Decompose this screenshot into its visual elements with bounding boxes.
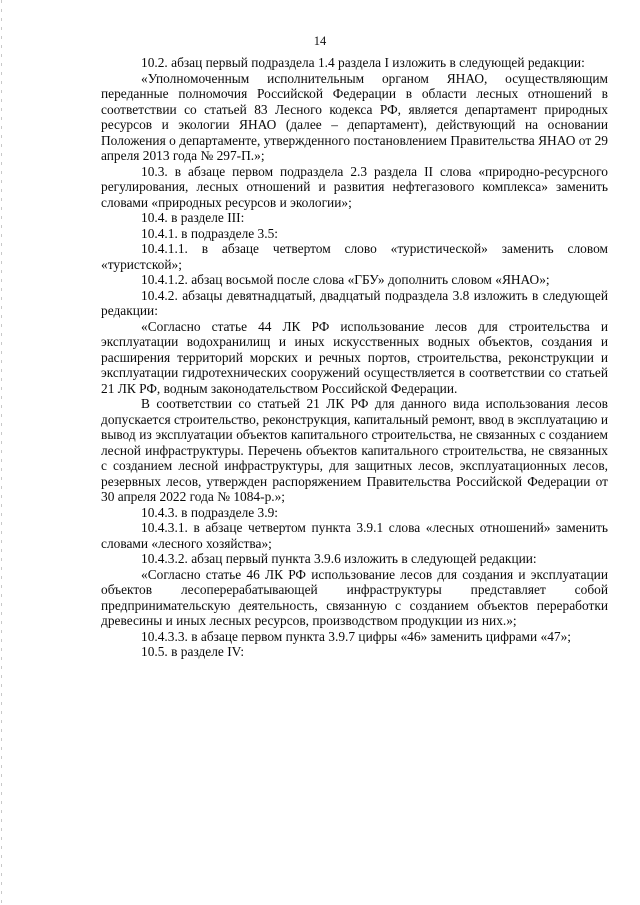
paragraph-10-4-3: 10.4.3. в подразделе 3.9: bbox=[141, 504, 279, 520]
paragraph-10-4: 10.4. в разделе III: bbox=[141, 210, 245, 225]
paragraph-10-4-1-2: 10.4.1.2. абзац восьмой после слова «ГБУ» дополнить словом «ЯНАО»; bbox=[141, 272, 550, 287]
paragraph-quote-department: «Уполномоченным исполнительным органом ЯНАО, осуществляющим переданные полномочия Российской Федерации в области лесных отношений в соответствии со статьей 83 Лесного кодекса РФ, является департамент природных ресурсов и экологии ЯНАО (далее – департамент), действующий на основании Положения о департаменте, утвержденного постановлением Правительства ЯНАО от 29 апреля 2013 года № 297-П.»; bbox=[101, 70, 608, 163]
paragraph-quote-article-44: «Согласно статье 44 ЛК РФ использование лесов для строительства и эксплуатации водохранилищ и иных искусственных водных объектов, создания и расширения территорий морских и речных портов, строительства, реконструкции и эксплуатации гидротехнических сооружений осуществляется в соответствии со статьей 21 ЛК РФ, водным законодательством Российской Федерации. bbox=[101, 318, 608, 396]
paragraph-10-3: 10.3. в абзаце первом подраздела 2.3 раздела II слова «природно-ресурсного регулирования, лесных отношений и развития нефтегазового комплекса» заменить словами «природных ресурсов и экологии»; bbox=[101, 163, 608, 210]
paragraph-10-4-3-2: 10.4.3.2. абзац первый пункта 3.9.6 изложить в следующей редакции: bbox=[141, 551, 537, 566]
page-number: 14 bbox=[313, 34, 327, 48]
paragraph-10-2: 10.2. абзац первый подраздела 1.4 раздела I изложить в следующей редакции: bbox=[141, 55, 585, 70]
paragraph-10-4-1-1: 10.4.1.1. в абзаце четвертом слово «туристической» заменить словом «туристской»; bbox=[101, 241, 608, 272]
paragraph-quote-article-21: В соответствии со статьей 21 ЛК РФ для данного вида использования лесов допускается строительство, реконструкция, капитальный ремонт, ввод в эксплуатацию и вывод из эксплуатации объектов капитального строительства, не связанных с созданием лесной инфраструктуры. Перечень объектов капитального строительства, не связанных с созданием лесной инфраструктуры, для защитных лесов, эксплуатационных лесов, резервных лесов, утвержден распоряжением Правительства Российской Федерации от 30 апреля 2022 года № 1084-р.»; bbox=[101, 396, 608, 504]
paragraph-10-5: 10.5. в разделе IV: bbox=[141, 644, 245, 659]
document-body bbox=[101, 55, 608, 660]
paragraph-10-4-1: 10.4.1. в подразделе 3.5: bbox=[141, 225, 279, 241]
paragraph-quote-article-46: «Согласно статье 46 ЛК РФ использование лесов для создания и эксплуатации объектов лесоперерабатывающей инфраструктуры представляет собой предпринимательскую деятельность, связанную с созданием объектов переработки древесины и иных лесных ресурсов, производством продукции из них.»; bbox=[101, 566, 608, 628]
paragraph-10-4-3-1: 10.4.3.1. в абзаце четвертом пункта 3.9.1 слова «лесных отношений» заменить словами «лесного хозяйства»; bbox=[101, 520, 608, 551]
paragraph-10-4-3-3: 10.4.3.3. в абзаце первом пункта 3.9.7 цифры «46» заменить цифрами «47»; bbox=[141, 628, 572, 644]
scan-edge-mark bbox=[1, 0, 2, 905]
paragraph-10-4-2: 10.4.2. абзацы девятнадцатый, двадцатый подраздела 3.8 изложить в следующей редакции: bbox=[101, 287, 608, 318]
